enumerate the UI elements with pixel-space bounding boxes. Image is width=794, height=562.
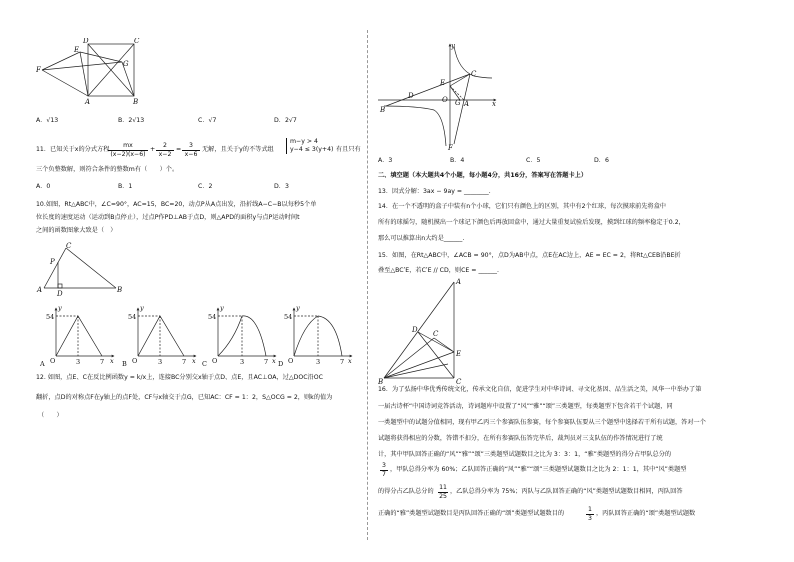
- svg-text:E: E: [440, 79, 446, 87]
- section2-heading: 二、填空题（本大题共4个小题，每小题4分，共16分，答案写在答题卡上）: [378, 172, 588, 179]
- q11-eq: =: [176, 146, 182, 153]
- choice-a: A．√13: [36, 117, 59, 124]
- graph-d-x: x: [348, 357, 352, 365]
- q16-line6: ，甲队总得分率为 60%；乙队回答正确的“风”“雅”“颂”三类题型试题数目之比为 2：1：1，其中“风”类题型: [390, 466, 687, 473]
- svg-text:G: G: [455, 99, 461, 107]
- q16-line1: 16．为了弘扬中华优秀传统文化，传承文化自信，促进学生对中华诗词、寻文化基因、品生活之美，风华一中举办了第: [378, 386, 702, 393]
- svg-text:E: E: [456, 350, 462, 358]
- q11-system: [286, 138, 333, 154]
- q12-line2: 翻折，点D的对称点F在y轴上的点F处，CF与x轴交于点G，已知AC：CF = 1：2，S△OCG = 2，则k的值为: [36, 394, 333, 401]
- graph-d-3: 3: [316, 358, 321, 366]
- svg-text:O: O: [442, 96, 448, 104]
- q16-line2: 一届古诗杯“中国诗词竞答活动，诗词题库中设置了“风”“雅”“颂”三类题型，每类题型下包含若干个试题，同: [378, 403, 673, 410]
- graph-a: [56, 308, 114, 356]
- graph-c-o: O: [212, 357, 218, 365]
- square-triangle-figure: [36, 38, 146, 106]
- q11-tail: 有且只有: [336, 146, 361, 153]
- graph-b-7: 7: [182, 358, 187, 366]
- svg-text:x: x: [492, 100, 496, 108]
- graph-b-3: 3: [158, 358, 163, 366]
- graph-options: [36, 304, 356, 368]
- r-choice-b: B．4: [450, 157, 465, 164]
- q10-line1: 10.如图，Rt△ABC中，∠C=90°，AC=15，BC=20，动点P从A点出发，沿折线A−C−B以每秒5个单: [36, 201, 317, 208]
- graph-c-x: x: [272, 357, 276, 365]
- q14-line2: 所有的球摇匀，随机摸出一个球记下颜色后再放回盒中，通过大量重复试验后发现，摸到红球的频率稳定于0.2，: [378, 219, 685, 226]
- svg-text:C: C: [471, 70, 477, 78]
- q11-plus: +: [150, 146, 156, 153]
- q13-text: 13．因式分解：3ax − 9ay = ________.: [378, 188, 491, 195]
- q11-choice-b: B．1: [118, 183, 133, 190]
- q11-frac2-den: x−2: [156, 150, 174, 159]
- q16-frac2-num: 11: [439, 484, 447, 491]
- r-choice-d: D．6: [594, 157, 609, 164]
- q16-line8-post: ，丙队回答正确的“颂”类题型试题数: [596, 510, 696, 517]
- graph-b-y: y: [140, 304, 144, 312]
- graph-d-y: y: [296, 304, 300, 312]
- right-column: [378, 0, 760, 562]
- q11-choice-a: A．0: [36, 183, 51, 190]
- svg-text:A: A: [37, 286, 43, 294]
- graph-d: [294, 308, 352, 356]
- graph-a-o: O: [50, 357, 56, 365]
- svg-text:y: y: [451, 42, 455, 50]
- choice-b: B．2√13: [118, 117, 145, 124]
- svg-text:B: B: [380, 106, 386, 114]
- q12-line3: （ ）: [38, 412, 63, 419]
- q16-frac3-den: 3: [586, 514, 594, 523]
- choice-d: D．2√7: [274, 117, 297, 124]
- q16-line7-pre: 的得分占乙队总分的: [378, 488, 434, 495]
- graph-a-y: y: [58, 304, 62, 312]
- graph-c: [218, 308, 276, 356]
- q16-line7-post: ，乙队总得分率为 75%；丙队与乙队回答正确的“风”类题型试题数目相同，丙队回答: [450, 488, 683, 495]
- svg-text:D: D: [408, 92, 414, 100]
- q11-frac2: [156, 142, 174, 159]
- q11-frac2-num: 2: [163, 142, 167, 149]
- q14-line1: 14．在一个不透明的盒子中装有n个小球，它们只有颜色上的区别，其中有2个红球，每次摸球前先将盒中: [378, 203, 666, 210]
- svg-text:C: C: [66, 242, 72, 250]
- svg-text:F: F: [36, 66, 41, 74]
- graph-label-c: C: [202, 360, 207, 368]
- q16-line4: 试题将获得相应的分数，答错不扣分，在所有参赛队伍答完毕后，裁判员对三支队伍的作答情况进行了统: [378, 435, 663, 442]
- graph-c-7: 7: [264, 358, 269, 366]
- q11-frac3: [182, 142, 200, 159]
- q16-frac2: [438, 484, 448, 501]
- q16-line5: 计，其中甲队回答正确的“风”“雅”“颂”三类题型试题数目之比为 3：3：1，“雅”类题型的得分占甲队总分的: [378, 451, 672, 458]
- left-column: [36, 0, 361, 562]
- graph-d-7: 7: [340, 358, 345, 366]
- graph-d-o: O: [288, 357, 294, 365]
- q11-choice-c: C．2: [198, 183, 213, 190]
- q16-frac2-den: 25: [439, 493, 447, 500]
- graph-b-54: 54: [128, 313, 137, 321]
- q11-choice-d: D．3: [274, 183, 289, 190]
- svg-text:C: C: [433, 330, 439, 338]
- svg-text:A: A: [85, 98, 91, 106]
- graph-c-3: 3: [240, 358, 245, 366]
- graph-c-54: 54: [208, 313, 217, 321]
- q10-line2: 位长度的速度运动（运动到B点停止），过点P作PD⊥AB于点D，则△APD的面积y与点P运动时间t: [36, 214, 300, 221]
- q10-line3: 之间的函数图象大致是（ ）: [36, 227, 117, 234]
- graph-label-d: D: [278, 360, 284, 368]
- q11-system-line2: y−4 ≤ 3(y+4): [290, 146, 334, 153]
- q16-line3: 一类题型中的试题分值相同，现有甲乙丙三个参赛队伍参赛，每个参赛队伍要从三个题型中选择若干所有试题，答对一个: [378, 419, 706, 426]
- q15-line1: 15．如图，在Rt△ABC中，∠ACB = 90°，点D为AB中点，点E在AC边上，AE = EC = 2，将Rt△CEB沿BE折: [378, 252, 681, 259]
- svg-text:C: C: [456, 378, 462, 386]
- q11-intro: 11．已知关于x的分式方程: [36, 146, 110, 153]
- column-divider: [367, 30, 368, 540]
- r-choice-a: A．3: [378, 157, 393, 164]
- q16-frac3: [586, 506, 594, 523]
- hyperbola-figure: [378, 40, 502, 150]
- fold-triangle-figure: [378, 276, 474, 386]
- q16-frac1-den: 7: [380, 470, 388, 479]
- svg-text:D: D: [57, 290, 63, 296]
- q16-frac3-num: 1: [588, 506, 592, 513]
- q14-line3: 那么可以推算出n大约是______.: [378, 235, 465, 242]
- graph-d-54: 54: [284, 313, 293, 321]
- q15-line2: 叠至△BCʹE，若CʹE // CD，则CE = ______.: [378, 267, 499, 274]
- svg-text:G: G: [123, 60, 129, 68]
- svg-text:D: D: [412, 326, 418, 334]
- graph-a-7: 7: [100, 358, 105, 366]
- graph-a-x: x: [110, 357, 114, 365]
- graph-a-54: 54: [46, 313, 55, 321]
- graph-label-b: B: [122, 360, 127, 368]
- svg-text:P: P: [50, 258, 55, 266]
- graph-label-a: A: [40, 360, 45, 368]
- svg-text:A: A: [464, 100, 470, 108]
- graph-c-y: y: [220, 304, 224, 312]
- svg-text:E: E: [74, 46, 80, 54]
- graph-b: [138, 308, 196, 356]
- q16-frac1: [380, 462, 388, 479]
- svg-text:B: B: [133, 98, 139, 106]
- q11-middle: 无解，且关于y的不等式组: [202, 146, 274, 153]
- graph-b-o: O: [132, 357, 138, 365]
- svg-text:F: F: [448, 144, 453, 150]
- svg-text:A: A: [456, 278, 462, 286]
- choice-c: C．√7: [198, 117, 217, 124]
- q11-frac3-num: 3: [189, 142, 193, 149]
- q11-frac1: [108, 142, 148, 159]
- svg-text:B: B: [117, 286, 123, 294]
- graph-b-x: x: [192, 357, 196, 365]
- right-triangle-figure: [36, 240, 126, 296]
- q11-frac1-num: mx: [123, 142, 133, 149]
- svg-text:C: C: [134, 38, 140, 45]
- q11-line2: 三个负整数解，则符合条件的整数m有（ ）个。: [36, 166, 179, 173]
- q11-frac3-den: x−6: [182, 150, 200, 159]
- svg-text:B: B: [378, 378, 384, 386]
- q11-system-line1: m−y > 4: [290, 138, 318, 145]
- q16-line8-pre: 正确的“雅”类题型试题数目是丙队回答正确的“颂”类题型试题数目的: [378, 510, 565, 517]
- r-choice-c: C．5: [526, 157, 541, 164]
- svg-text:D: D: [83, 38, 89, 45]
- q11-frac1-den: (x−2)(x−6): [108, 150, 148, 159]
- q16-frac1-num: 3: [382, 462, 386, 469]
- q12-line1: 12. 如图，点E、C在反比例函数y = k/x上，连接BC分别交x轴于点D、点E，且AC⊥OA，过△DOC沿OC: [36, 374, 323, 381]
- graph-a-3: 3: [76, 358, 81, 366]
